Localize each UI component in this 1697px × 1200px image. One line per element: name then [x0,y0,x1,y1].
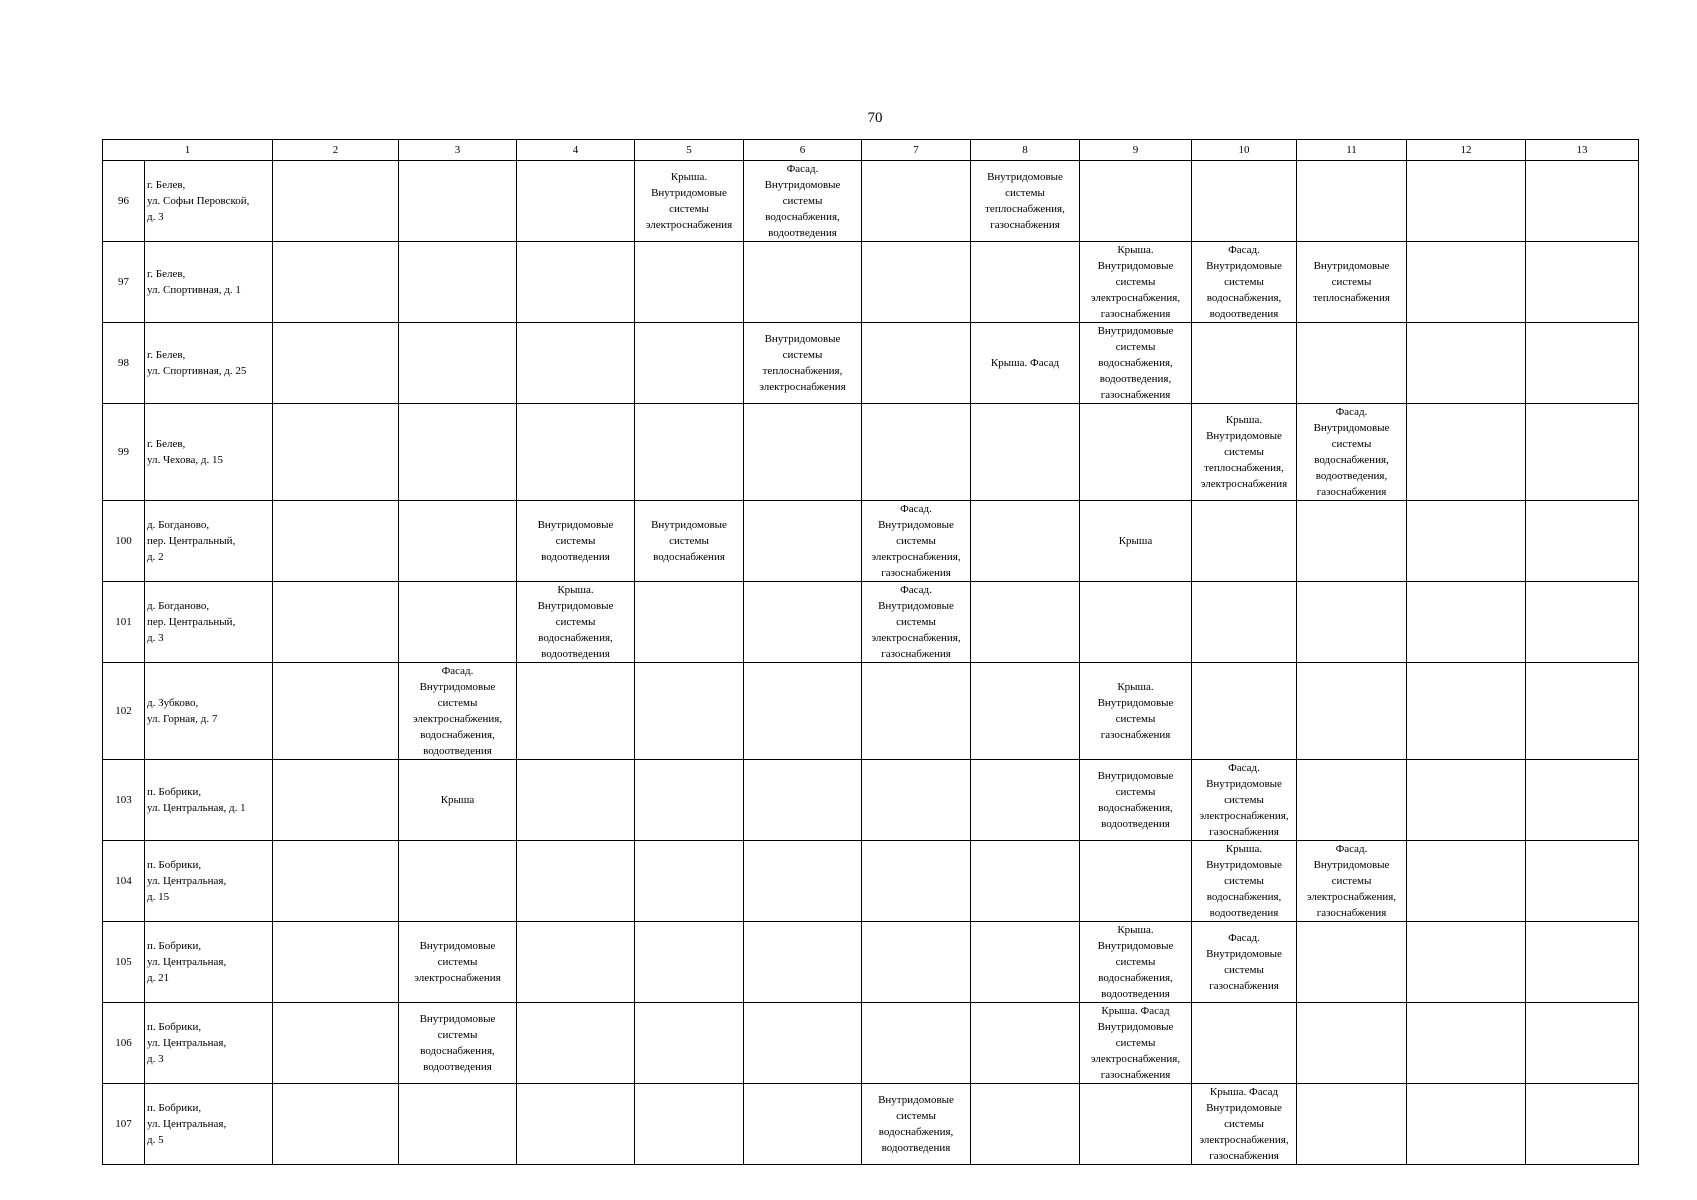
work-cell: Крыша [1080,501,1192,582]
column-number: 7 [862,140,971,161]
work-cell: Внутридомовые системы теплоснабжения, электроснабжения [744,323,862,404]
address-cell: п. Бобрики, ул. Центральная, д. 1 [145,760,273,841]
work-cell: Фасад. Внутридомовые системы электроснабжения, газоснабжения [1297,841,1407,922]
row-number: 102 [103,663,145,760]
work-cell [635,404,744,501]
work-cell [971,760,1080,841]
work-cell [635,663,744,760]
work-cell [273,922,399,1003]
work-cell [1526,404,1639,501]
table-row [103,760,1639,841]
column-number: 6 [744,140,862,161]
work-cell: Внутридомовые системы водоотведения [517,501,635,582]
column-number: 12 [1407,140,1526,161]
work-cell [862,760,971,841]
work-cell [862,161,971,242]
table-row [103,404,1639,501]
work-cell [1407,1003,1526,1084]
work-cell: Внутридомовые системы водоснабжения, водоотведения, газоснабжения [1080,323,1192,404]
work-cell [273,161,399,242]
work-cell [1192,663,1297,760]
work-cell [273,1003,399,1084]
work-cell [862,922,971,1003]
row-number: 105 [103,922,145,1003]
work-cell: Крыша. Внутридомовые системы водоснабжения, водоотведения [1192,841,1297,922]
work-cell [635,323,744,404]
work-cell [1526,1084,1639,1165]
work-cell: Фасад. Внутридомовые системы водоснабжения, водоотведения [744,161,862,242]
work-cell [971,1003,1080,1084]
work-cell [1192,1003,1297,1084]
work-cell [635,760,744,841]
column-number: 9 [1080,140,1192,161]
work-cell [1526,922,1639,1003]
work-cell [635,1003,744,1084]
work-cell: Фасад. Внутридомовые системы водоснабжения, водоотведения [1192,242,1297,323]
work-cell: Фасад. Внутридомовые системы электроснабжения, газоснабжения [862,501,971,582]
work-cell [1526,161,1639,242]
work-cell [399,323,517,404]
work-cell [517,1003,635,1084]
work-cell [744,841,862,922]
work-cell [1407,922,1526,1003]
address-cell: п. Бобрики, ул. Центральная, д. 21 [145,922,273,1003]
work-cell [1526,663,1639,760]
table-row [103,501,1639,582]
row-number: 107 [103,1084,145,1165]
column-number: 3 [399,140,517,161]
column-number: 8 [971,140,1080,161]
work-cell: Фасад. Внутридомовые системы электроснабжения, газоснабжения [1192,760,1297,841]
work-cell [1407,323,1526,404]
work-cell [744,242,862,323]
work-cell: Фасад. Внутридомовые системы газоснабжения [1192,922,1297,1003]
work-cell [635,922,744,1003]
work-cell [399,404,517,501]
row-number: 103 [103,760,145,841]
works-table [102,139,1639,1165]
work-cell: Внутридомовые системы водоснабжения, водоотведения [1080,760,1192,841]
work-cell: Крыша. Внутридомовые системы водоснабжения, водоотведения [517,582,635,663]
work-cell [273,501,399,582]
address-cell: г. Белев, ул. Софьи Перовской, д. 3 [145,161,273,242]
work-cell [273,1084,399,1165]
work-cell [744,501,862,582]
work-cell [1526,582,1639,663]
column-number: 11 [1297,140,1407,161]
work-cell [1297,323,1407,404]
address-cell: г. Белев, ул. Спортивная, д. 1 [145,242,273,323]
address-cell: д. Богданово, пер. Центральный, д. 2 [145,501,273,582]
work-cell [1407,841,1526,922]
work-cell: Фасад. Внутридомовые системы водоснабжения, водоотведения, газоснабжения [1297,404,1407,501]
work-cell [971,922,1080,1003]
work-cell [1526,841,1639,922]
work-cell [635,1084,744,1165]
work-cell [273,582,399,663]
work-cell: Крыша. Фасад Внутридомовые системы электроснабжения, газоснабжения [1192,1084,1297,1165]
address-cell: д. Зубково, ул. Горная, д. 7 [145,663,273,760]
work-cell: Внутридомовые системы водоснабжения, водоотведения [862,1084,971,1165]
work-cell [635,242,744,323]
work-cell [971,841,1080,922]
address-cell: д. Богданово, пер. Центральный, д. 3 [145,582,273,663]
work-cell: Фасад. Внутридомовые системы электроснабжения, водоснабжения, водоотведения [399,663,517,760]
work-cell [1407,501,1526,582]
work-cell: Внутридомовые системы электроснабжения [399,922,517,1003]
work-cell [273,323,399,404]
work-cell: Фасад. Внутридомовые системы электроснабжения, газоснабжения [862,582,971,663]
work-cell [971,663,1080,760]
row-number: 104 [103,841,145,922]
work-cell: Крыша. Внутридомовые системы электроснабжения, газоснабжения [1080,242,1192,323]
work-cell [744,1003,862,1084]
row-number: 99 [103,404,145,501]
address-cell: п. Бобрики, ул. Центральная, д. 5 [145,1084,273,1165]
work-cell: Крыша. Внутридомовые системы водоснабжения, водоотведения [1080,922,1192,1003]
table-row [103,1003,1639,1084]
work-cell [1407,1084,1526,1165]
row-number: 96 [103,161,145,242]
work-cell [971,501,1080,582]
row-number: 100 [103,501,145,582]
work-cell [517,404,635,501]
address-cell: п. Бобрики, ул. Центральная, д. 15 [145,841,273,922]
work-cell [517,663,635,760]
work-cell [1192,501,1297,582]
work-cell [399,242,517,323]
work-cell [971,242,1080,323]
work-cell [744,922,862,1003]
work-cell [517,1084,635,1165]
work-cell [399,161,517,242]
work-cell [744,404,862,501]
column-number: 10 [1192,140,1297,161]
work-cell [1526,242,1639,323]
work-cell [971,404,1080,501]
work-cell [1526,760,1639,841]
column-number: 2 [273,140,399,161]
work-cell [399,501,517,582]
column-number: 13 [1526,140,1639,161]
row-number: 101 [103,582,145,663]
work-cell [399,841,517,922]
work-cell [1297,501,1407,582]
work-cell [273,663,399,760]
work-cell [399,582,517,663]
work-cell [1526,323,1639,404]
work-cell [1192,582,1297,663]
work-cell [971,582,1080,663]
work-cell [1407,663,1526,760]
work-cell [862,242,971,323]
row-number: 106 [103,1003,145,1084]
work-cell [635,582,744,663]
work-cell [1080,404,1192,501]
column-number-row [103,140,1639,161]
table-body [103,140,1639,1165]
work-cell [517,922,635,1003]
work-cell [1080,1084,1192,1165]
work-cell [862,323,971,404]
work-cell [273,841,399,922]
column-number: 5 [635,140,744,161]
work-cell [517,841,635,922]
work-cell: Крыша. Фасад Внутридомовые системы электроснабжения, газоснабжения [1080,1003,1192,1084]
work-cell [862,404,971,501]
row-number: 98 [103,323,145,404]
work-cell [744,760,862,841]
column-number: 1 [103,140,273,161]
work-cell [1297,582,1407,663]
work-cell [1192,161,1297,242]
table-row [103,323,1639,404]
work-cell: Крыша. Внутридомовые системы газоснабжения [1080,663,1192,760]
work-cell [862,663,971,760]
work-cell: Внутридомовые системы теплоснабжения, газоснабжения [971,161,1080,242]
work-cell [862,1003,971,1084]
work-cell [1407,161,1526,242]
work-cell [1297,922,1407,1003]
work-cell [744,663,862,760]
work-cell [1297,663,1407,760]
column-number: 4 [517,140,635,161]
work-cell: Внутридомовые системы теплоснабжения [1297,242,1407,323]
table-row [103,161,1639,242]
work-cell [1080,582,1192,663]
work-cell [1407,242,1526,323]
work-cell [1297,1003,1407,1084]
work-cell [1526,501,1639,582]
address-cell: г. Белев, ул. Спортивная, д. 25 [145,323,273,404]
work-cell [1407,582,1526,663]
work-cell [517,323,635,404]
work-cell [1080,841,1192,922]
work-cell [1526,1003,1639,1084]
table-row [103,582,1639,663]
work-cell [1297,1084,1407,1165]
work-cell [273,242,399,323]
work-cell: Внутридомовые системы водоснабжения [635,501,744,582]
table-row [103,1084,1639,1165]
work-cell [1192,323,1297,404]
work-cell [399,1084,517,1165]
work-cell [1407,760,1526,841]
work-cell: Крыша. Внутридомовые системы электроснабжения [635,161,744,242]
work-cell [1297,161,1407,242]
work-cell [635,841,744,922]
work-cell [744,582,862,663]
work-cell: Внутридомовые системы водоснабжения, водоотведения [399,1003,517,1084]
work-cell [971,1084,1080,1165]
work-cell [1407,404,1526,501]
table-row [103,841,1639,922]
work-cell [517,760,635,841]
work-cell [1080,161,1192,242]
table-row [103,663,1639,760]
work-cell [273,404,399,501]
row-number: 97 [103,242,145,323]
table-row [103,922,1639,1003]
address-cell: п. Бобрики, ул. Центральная, д. 3 [145,1003,273,1084]
page-number: 70 [867,110,883,126]
work-cell [517,161,635,242]
address-cell: г. Белев, ул. Чехова, д. 15 [145,404,273,501]
work-cell: Крыша. Фасад [971,323,1080,404]
work-cell: Крыша [399,760,517,841]
work-cell [744,1084,862,1165]
work-cell [517,242,635,323]
work-cell [1297,760,1407,841]
work-cell: Крыша. Внутридомовые системы теплоснабжения, электроснабжения [1192,404,1297,501]
table-row [103,242,1639,323]
work-cell [273,760,399,841]
work-cell [862,841,971,922]
